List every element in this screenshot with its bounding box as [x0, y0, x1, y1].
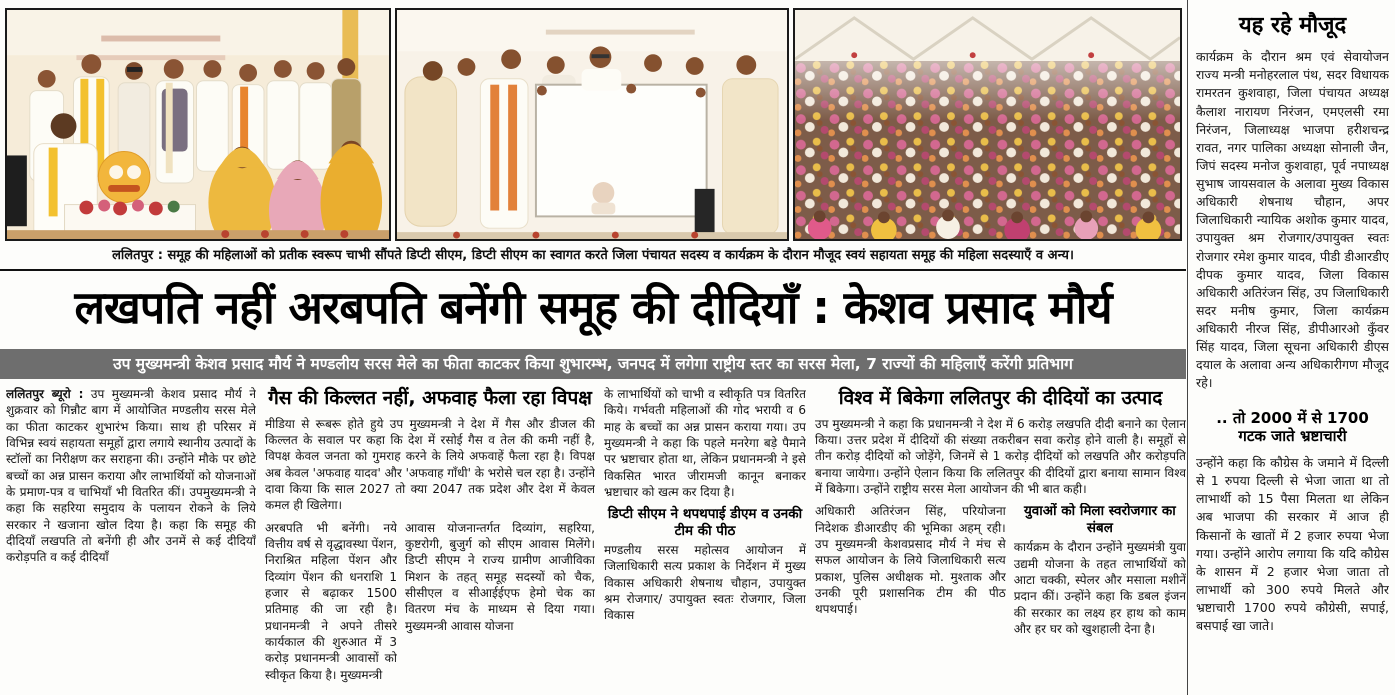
world-section-heading: विश्व में बिकेगा ललितपुर की दीदियों का उत्पाद — [838, 387, 1163, 409]
world-section-text: उप मुख्यमन्त्री ने कहा कि प्रधानमन्त्री ने देश में 6 करोड़ लखपति दीदी बनाने का ऐलान किया। उत्तर प्रदेश में दीदियों की संख्या तकरीबन सवा करोड़ होने वाली है। समूहों से तीन करोड़ दीदियों को जोड़ेंगे, जिनमें से 1 करोड़ दीदियों को लखपति और करोड़पति बनाया जायेगा। उन्होंने ऐलान किया कि ललितपुर की दीदियों द्वारा बनाया सामान विश्व में बिकेगा। उन्होंने राष्ट्रीय सरस मेला आयोजन की भी बात कही। — [815, 416, 1186, 497]
youth-column — [1014, 503, 1186, 694]
dm-team-subheading: डिप्टी सीएम ने थपथपाई डीएम व उनकी टीम की पीठ — [607, 506, 803, 539]
pension-column: अरबपति भी बनेंगी। नये वित्तीय वर्ष से वृद्धावस्था पेंशन, निराश्रित महिला पेंशन और दिव्यांग पेंशन की धनराशि 1 हजार से बढ़ाकर 1500 प्रतिमाह की जा रही है। प्रधानमन्त्री ने अपने तीसरे कार्यकाल की शुरुआत में 3 करोड़ प्रधानमन्त्री आवासों को स्वीकृत किया है। मुख्यमन्त्री — [265, 520, 397, 682]
youth-subheading: युवाओं को मिला स्वरोजगार का संबल — [1023, 503, 1176, 536]
lead-paragraph: उप मुख्यमन्त्री केशव प्रसाद मौर्य ने शुक्रवार को गिन्नौट बाग में आयोजित मण्डलीय सरस मेले का फीता काटकर शुभारंभ किया। साथ ही परिसर में विभिन्न स्वयं सहायता समूहों द्वारा लगाये स्थानीय उत्पादों के स्टॉलों का निरीक्षण कर सराहना की। उन्होंने मौके पर छोटे बच्चों का अन्न प्रासन कराया और लाभार्थियों को योजनाओं के प्रमाण-पत्र व चाभियाँ भी वितरित कीं। उपमुख्यमन्त्री ने कहा कि सहरिया समुदाय के पलायन रोकने के लिये सरकार ने खजाना खोल दिया है। कहा कि समूह की दीदियाँ लखपति तो बनेंगी ही और उनमें से कई दीदियाँ करोड़पति व कई दीदियाँ — [6, 387, 256, 565]
sidebar-attendees — [1196, 0, 1389, 695]
gas-section-heading: गैस की किल्लत नहीं, अफवाह फैला रहा विपक्ष — [268, 387, 592, 409]
headline-top-rule — [0, 269, 1186, 271]
middle-top-text: के लाभार्थियों को चाभी व स्वीकृति पत्र वितरित किये। गर्भवती महिलाओं की गोद भरायी व 6 माह के बच्चों का अन्न प्रासन कराया गया। उप मुख्यमन्त्री ने कहा कि पहले मनरेगा बड़े पैमाने पर भ्रष्टाचार होता था, लेकिन प्रधानमन्त्री ने इसे विकसित भारत जीरामजी कानून बनाकर भ्रष्टाचार को खत्म कर दिया है। — [604, 387, 806, 499]
column-lead-story — [6, 386, 256, 694]
sidebar-subheading: .. तो 2000 में से 1700 गटक जाते भ्रष्टाचारी — [1216, 408, 1369, 446]
sidebar-divider — [1187, 0, 1188, 695]
photo-ribbon-cutting — [5, 8, 391, 241]
awas-column: आवास योजनान्तर्गत दिव्यांग, सहरिया, कुष्टरोगी, बुजुर्ग को सीएम आवास मिलेंगे। डिप्टी सीएम ने राज्य ग्रामीण आजीविका मिशन के तहत् समूह सदस्यों को चैक, सीसीएल व सीआईईएफ हेमो चेक का वितरण मंच के माध्यम से दिया गया। मुख्यमन्त्री आवास योजना — [405, 520, 595, 633]
photo-caption: ललितपुर : समूह की महिलाओं को प्रतीक स्वरूप चाभी सौंपते डिप्टी सीएम, डिप्टी सीएम का स्वागत करते जिला पंचायत सदस्य व कार्यक्रम के दौरान मौजूद स्वयं सहायता समूह की महिला सदस्याएँ व अन्य। — [112, 248, 1074, 263]
sidebar-heading: यह रहे मौजूद — [1238, 13, 1347, 38]
gas-section-subcolumns — [265, 520, 595, 694]
column-middle — [604, 386, 806, 694]
sidebar-attendee-list: कार्यक्रम के दौरान श्रम एवं सेवायोजन राज्य मन्त्री मनोहरलाल पंथ, सदर विधायक रामरतन कुशवाहा, जिला पंचायत अध्यक्ष कैलाश नारायण निरंजन, एमएलसी रमा निरंजन, जिलाध्यक्ष भाजपा हरीशचन्द्र रावत, नगर पालिका अध्यक्षा सोनाली जैन, जिपं सदस्य मनोज कुशवाहा, पूर्व नपाध्यक्ष सुभाष जायसवाल के अलावा मुख्य विकास अधिकारी शेषनाथ चौहान, अपर जिलाधिकारी न्यायिक अशोक कुमार यादव, उपायुक्त श्रम रोजगार/उपायुक्त स्वतः रोजगार रमेश कुमार यादव, पीडी डीआरडीए दीपक कुमार यादव, जिला विकास अधिकारी अतिरंजन सिंह, उप जिलाधिकारी सदर मनीष कुमार, जिला कार्यक्रम अधिकारी नीरज सिंह, डीपीआरओ कुँवर सिंह यादव, जिला सूचना अधिकारी डीएस दयाल के अलावा अन्य अधिकारीगण मौजूद रहे। — [1196, 49, 1389, 391]
world-section-subcolumns — [815, 503, 1186, 694]
section-world-market — [815, 386, 1186, 694]
photo3-illustration — [795, 10, 1180, 239]
photo1-illustration — [7, 10, 389, 239]
article-body — [6, 386, 1186, 694]
middle-bottom-text: मण्डलीय सरस महोत्सव आयोजन में जिलाधिकारी सत्य प्रकाश के निर्देशन में मुख्य विकास अधिकारी शेषनाथ चौहान, उपायुक्त श्रम रोजगार/ उपायुक्त स्वतः रोजगार, जिला विकास — [604, 543, 806, 623]
dateline: ललितपुर ब्यूरो : — [6, 387, 84, 401]
section-gas-shortage — [265, 386, 595, 694]
gas-section-text: मीडिया से रूबरू होते हुये उप मुख्यमन्त्री ने देश में गैस और डीजल की किल्लत के सवाल पर कहा कि देश में रसोई गैस व तेल की कमी नहीं है, विपक्ष केवल जनता को गुमराह करने के लिये अफवाहें फैला रहा है। विपक्ष अब केवल 'अफवाह यादव' और 'अफवाह गाँधी' के भरोसे चल रहा है। उन्होंने दावा किया कि साल 2027 तो क्या 2047 तक प्रदेश और देश में केवल कमल ही खिलेगा। — [265, 416, 595, 513]
photo-crowd — [793, 8, 1182, 241]
youth-text: कार्यक्रम के दौरान उन्होंने मुख्यमंत्री युवा उद्यमी योजना के तहत लाभार्थियों को आटा चक्की, स्पेलर और मसाला मशीनें प्रदान कीं। उन्होंने कहा कि डबल इंजन की सरकार का लक्ष्य हर हाथ को काम और हर घर को खुशहाली देना है। — [1013, 540, 1186, 636]
sidebar-subtext: उन्होंने कहा कि कौग्रेस के जमाने में दिल्ली से 1 रुपया दिल्ली से भेजा जाता था तो लाभार्थी को 15 पैसा मिलता था लेकिन अब भाजपा की सरकार में आज ही किसानों के खातों में 2 हजार रुपया भेजा गया। उन्होंने आरोप लगाया कि यदि कौग्रेस के शासन में 2 हजार भेजा जाता तो लाभार्थी को 300 रुपये मिलते और भ्रष्टाचारी 1700 रुपये कौग्रेसी, सपाई, बसपाई खा जाते। — [1196, 455, 1389, 634]
photo2-illustration — [397, 10, 787, 239]
main-headline: लखपति नहीं अरबपति बनेंगी समूह की दीदियाँ : केशव प्रसाद मौर्य — [74, 281, 1112, 334]
sub-headline-bar: उप मुख्यमन्त्री केशव प्रसाद मौर्य ने मण्डलीय सरस मेले का फीता काटकर किया शुभारम्भ, जनपद में लगेगा राष्ट्रीय स्तर का सरस मेला, 7 राज्यों की महिलाएँ करेंगी प्रतिभाग — [0, 349, 1186, 379]
team-column: अधिकारी अतिरंजन सिंह, परियोजना निदेशक डीआरडीए की भूमिका अहम् रही। उप मुख्यमन्त्री केशवप्रसाद मौर्य ने मंच से सफल आयोजन के लिये जिलाधिकारी सत्य प्रकाश, पुलिस अधीक्षक मो. मुश्ताक और उनकी पूरी प्रशासनिक टीम की पीठ थपथपाई। — [815, 504, 1006, 617]
photo-portrait-presentation — [395, 8, 789, 241]
